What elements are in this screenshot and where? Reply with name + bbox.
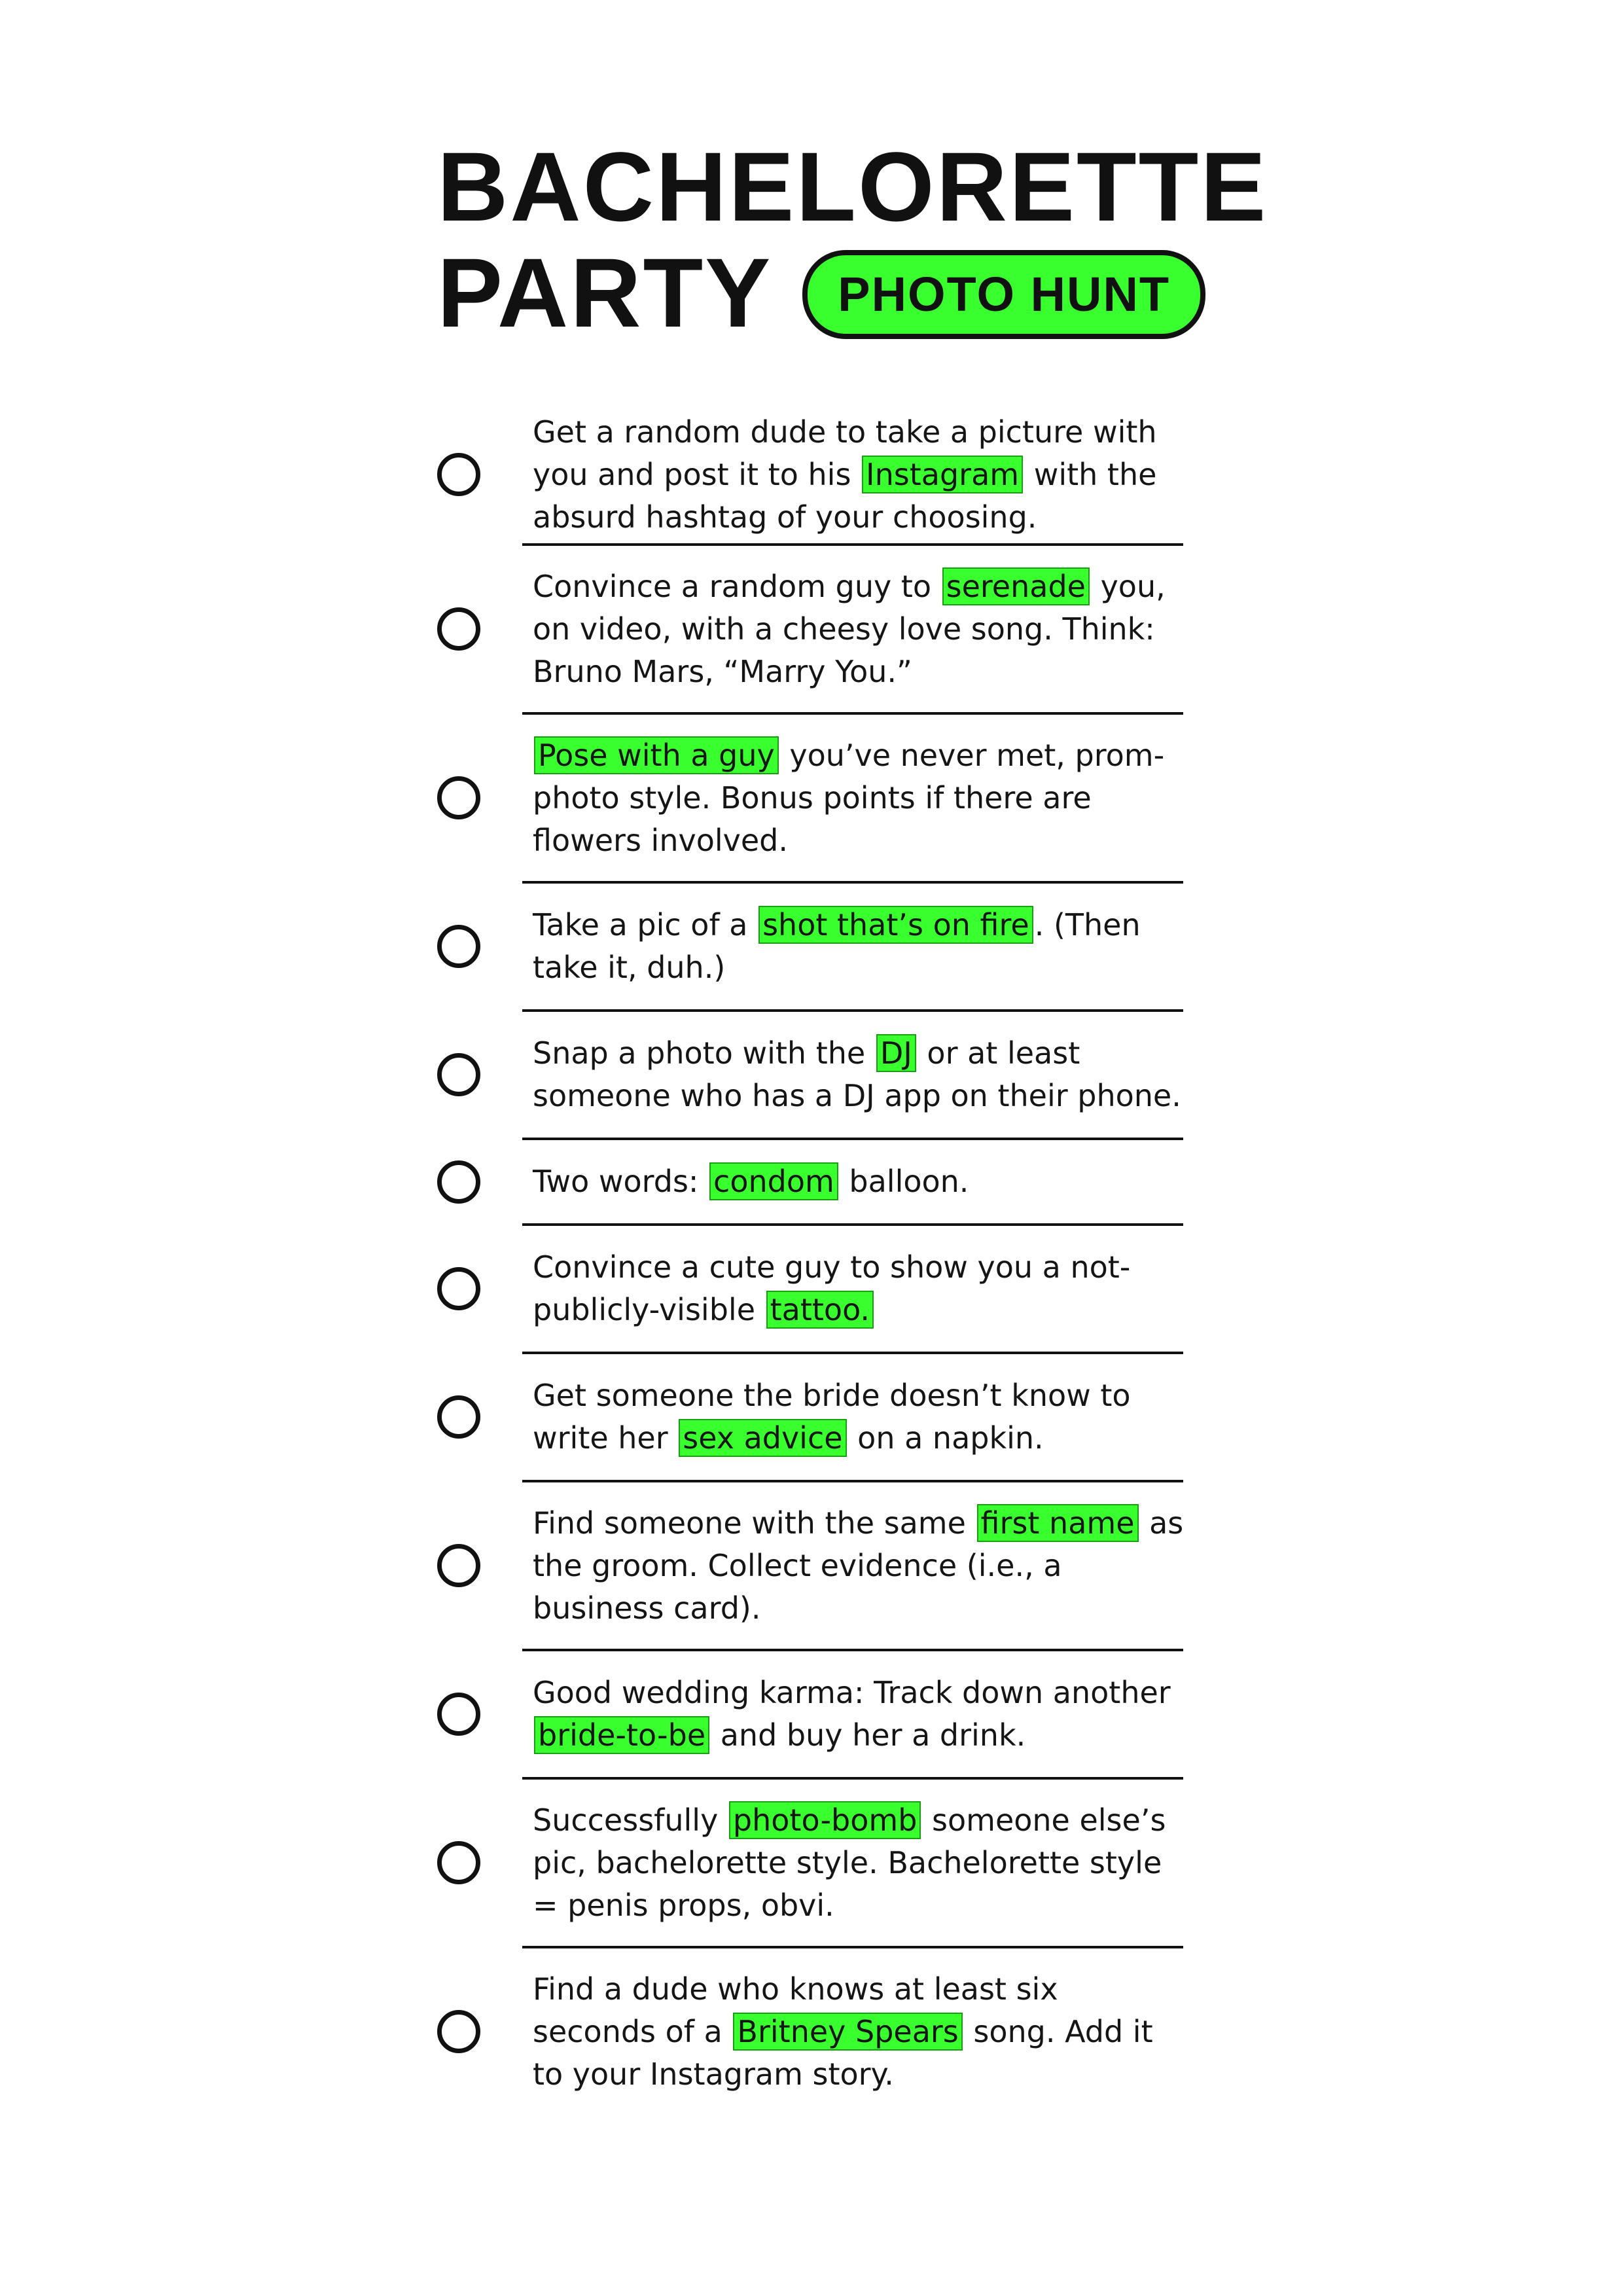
item-text: Get a random dude to take a picture with you and post it to his Instagram with the absurd hashtag of your choosing. [533,414,1157,535]
photo-hunt-badge: PHOTO HUNT [802,250,1205,339]
highlight: Britney Spears [733,2013,962,2051]
checkbox-circle-icon[interactable] [437,776,480,819]
highlight: bride-to-be [534,1716,709,1754]
item-text: Take a pic of a shot that’s on fire . (Then take it, duh.) [533,907,1141,985]
highlight: tattoo. [766,1291,874,1329]
checklist [437,406,1190,2115]
item-text: Snap a photo with the DJ or at least someone who has a DJ app on their phone. [533,1035,1181,1113]
highlight: shot that’s on fire [758,906,1033,944]
list-item [437,715,1190,881]
list-item [437,1012,1190,1138]
title [437,132,1268,348]
checkbox-circle-icon[interactable] [437,1160,480,1204]
checkbox-circle-icon[interactable] [437,1053,480,1096]
list-item [437,1948,1190,2115]
highlight: photo-bomb [729,1801,921,1839]
checkbox-circle-icon[interactable] [437,1693,480,1736]
checkbox-circle-icon[interactable] [437,2010,480,2053]
highlight: Instagram [862,456,1023,493]
item-text: Find a dude who knows at least six seconds of a Britney Spears song. Add it to your Instagram story. [533,1971,1153,2092]
checkbox-circle-icon[interactable] [437,453,480,496]
item-text: Convince a cute guy to show you a not-publicly-visible tattoo. [533,1249,1131,1327]
item-text: Two words: condom balloon. [533,1164,969,1199]
list-item [437,406,1190,543]
item-text: Get someone the bride doesn’t know to write her sex advice on a napkin. [533,1378,1131,1456]
highlight: DJ [876,1034,916,1072]
highlight: serenade [942,567,1090,605]
highlight: first name [977,1504,1139,1542]
checkbox-circle-icon[interactable] [437,1395,480,1439]
list-item [437,546,1190,712]
list-item [437,1226,1190,1352]
list-item [437,1482,1190,1649]
list-item [437,1651,1190,1777]
item-text: Successfully photo-bomb someone else’s pic, bachelorette style. Bachelorette style = penis props, obvi. [533,1802,1166,1923]
checkbox-circle-icon[interactable] [437,1267,480,1310]
list-item [437,1354,1190,1480]
list-item [437,1140,1190,1223]
checkbox-circle-icon[interactable] [437,607,480,651]
title-line-1: BACHELORETTE [437,132,1268,242]
title-line-2: PARTY [437,238,773,348]
highlight: Pose with a guy [534,736,779,774]
checkbox-circle-icon[interactable] [437,925,480,968]
highlight: sex advice [679,1419,846,1457]
list-item [437,1780,1190,1946]
title-line-2-row [437,238,1268,348]
item-text: Pose with a guy you’ve never met, prom-photo style. Bonus points if there are flowers involved. [533,737,1165,858]
list-item [437,884,1190,1009]
item-text: Find someone with the same first name as the groom. Collect evidence (i.e., a business card). [533,1505,1184,1626]
checkbox-circle-icon[interactable] [437,1544,480,1587]
item-text: Convince a random guy to serenade you, on video, with a cheesy love song. Think: Bruno Mars, “Marry You.” [533,568,1166,689]
highlight: condom [709,1162,838,1200]
checkbox-circle-icon[interactable] [437,1841,480,1884]
item-text: Good wedding karma: Track down another bride-to-be and buy her a drink. [533,1675,1171,1753]
